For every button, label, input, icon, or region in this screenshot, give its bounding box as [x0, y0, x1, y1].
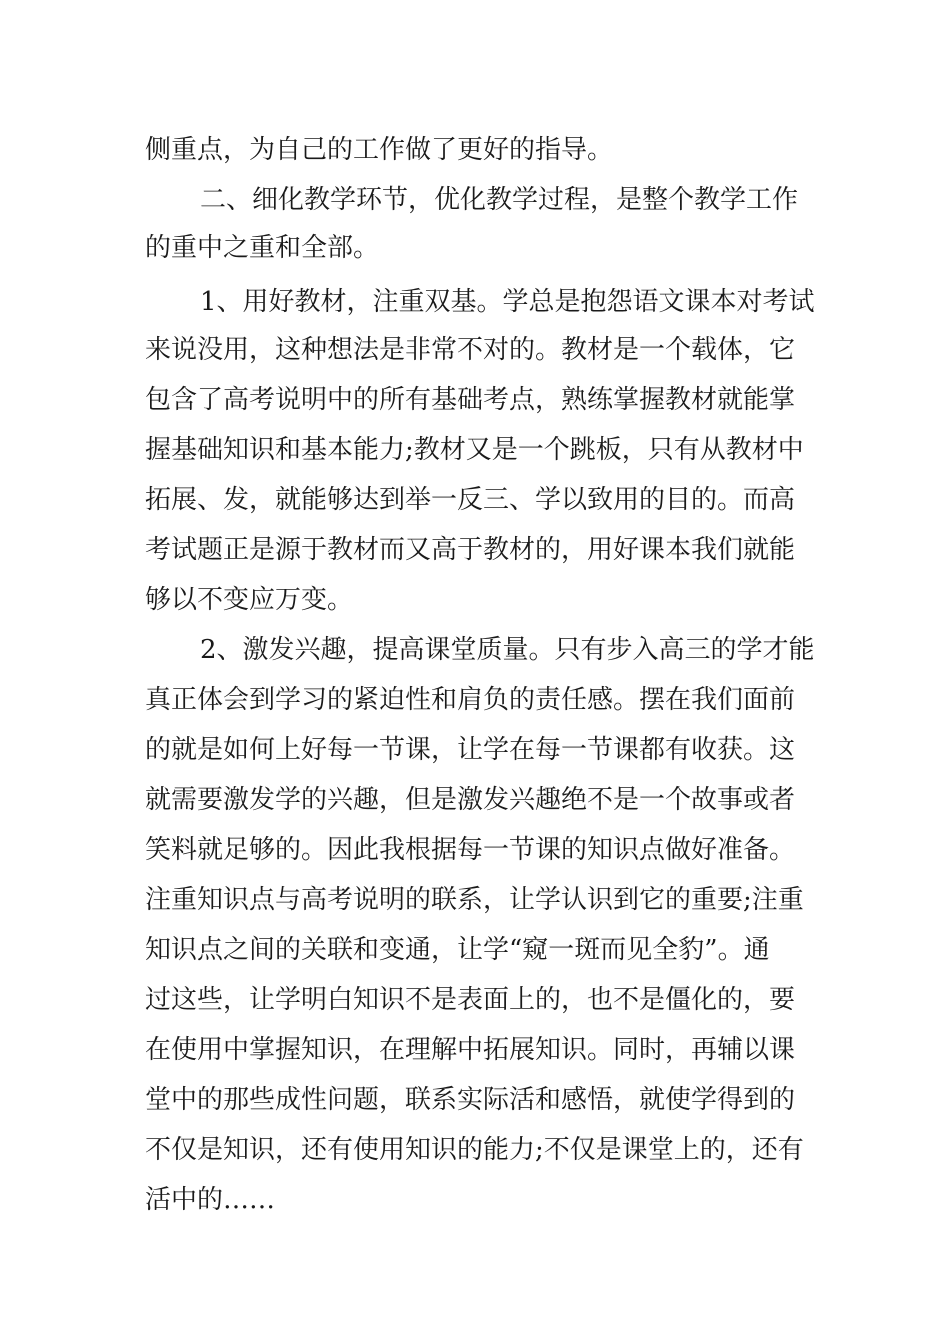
- text-line: 知识点之间的关联和变通，让学“窥一斑而见全豹”。通: [145, 935, 770, 965]
- text-line: 活中的……: [145, 1185, 276, 1215]
- text-line: 包含了高考说明中的所有基础考点，熟练掌握教材就能掌: [145, 385, 796, 415]
- text-line: 堂中的那些成性问题，联系实际活和感悟，就使学得到的: [145, 1085, 796, 1115]
- text-line: 二、细化教学环节，优化教学过程，是整个教学工作: [200, 185, 799, 215]
- text-line: 注重知识点与高考说明的联系，让学认识到它的重要;注重: [145, 885, 804, 915]
- text-line: 真正体会到学习的紧迫性和肩负的责任感。摆在我们面前: [145, 685, 796, 715]
- text-line: 考试题正是源于教材而又高于教材的，用好课本我们就能: [145, 535, 796, 565]
- text-line: 笑料就足够的。因此我根据每一节课的知识点做好准备。: [145, 835, 796, 865]
- text-line: 来说没用，这种想法是非常不对的。教材是一个载体，它: [145, 335, 796, 365]
- text-line: 的就是如何上好每一节课，让学在每一节课都有收获。这: [145, 735, 796, 765]
- text-line: 不仅是知识，还有使用知识的能力;不仅是课堂上的，还有: [145, 1135, 804, 1165]
- text-line: 1、用好教材，注重双基。学总是抱怨语文课本对考试: [200, 287, 815, 317]
- text-line: 过这些，让学明白知识不是表面上的，也不是僵化的，要: [145, 985, 796, 1015]
- text-line: 拓展、发，就能够达到举一反三、学以致用的目的。而高: [145, 485, 796, 515]
- text-line: 2、激发兴趣，提高课堂质量。只有步入高三的学才能: [200, 635, 815, 665]
- text-line: 的重中之重和全部。: [145, 233, 380, 263]
- text-line: 就需要激发学的兴趣，但是激发兴趣绝不是一个故事或者: [145, 785, 796, 815]
- text-line: 够以不变应万变。: [145, 585, 354, 615]
- text-line: 在使用中掌握知识，在理解中拓展知识。同时，再辅以课: [145, 1035, 796, 1065]
- text-line: 握基础知识和基本能力;教材又是一个跳板，只有从教材中: [145, 435, 804, 465]
- text-line: 侧重点，为自己的工作做了更好的指导。: [145, 135, 614, 165]
